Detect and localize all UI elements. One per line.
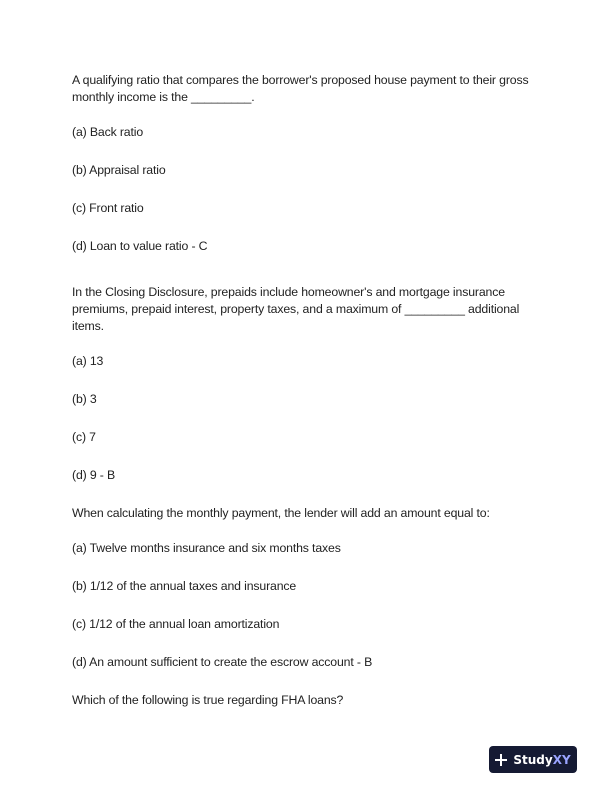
question-2-option-d: (d) 9 - B [72,468,116,482]
question-2-text: In the Closing Disclosure, prepaids include homeowner's and mortgage insurance premiums, prepaid interest, property taxes, and a maximum of _________ additional items. [72,285,523,333]
question-1-option-b: (b) Appraisal ratio [72,163,166,177]
question-3-option-c: (c) 1/12 of the annual loan amortization [72,617,280,631]
question-1-option-d: (d) Loan to value ratio - C [72,239,208,253]
question-2-option-b: (b) 3 [72,392,97,406]
question-1-option-a: (a) Back ratio [72,125,144,139]
brand-main: Study [513,752,553,767]
studyxy-badge[interactable] [489,746,577,773]
plus-icon [495,754,507,766]
brand-accent: XY [552,752,571,767]
question-3-text: When calculating the monthly payment, the lender will add an amount equal to: [72,506,490,520]
brand-name [513,753,570,767]
question-3-option-d: (d) An amount sufficient to create the escrow account - B [72,655,373,669]
question-3-option-a: (a) Twelve months insurance and six months taxes [72,541,341,555]
question-3-option-b: (b) 1/12 of the annual taxes and insurance [72,579,297,593]
question-list [72,72,542,727]
question-4-text: Which of the following is true regarding FHA loans? [72,693,344,707]
question-1-text: A qualifying ratio that compares the borrower's proposed house payment to their gross monthly income is the _________. [72,73,532,104]
question-2-option-c: (c) 7 [72,430,96,444]
question-2-option-a: (a) 13 [72,354,104,368]
question-1-option-c: (c) Front ratio [72,201,144,215]
